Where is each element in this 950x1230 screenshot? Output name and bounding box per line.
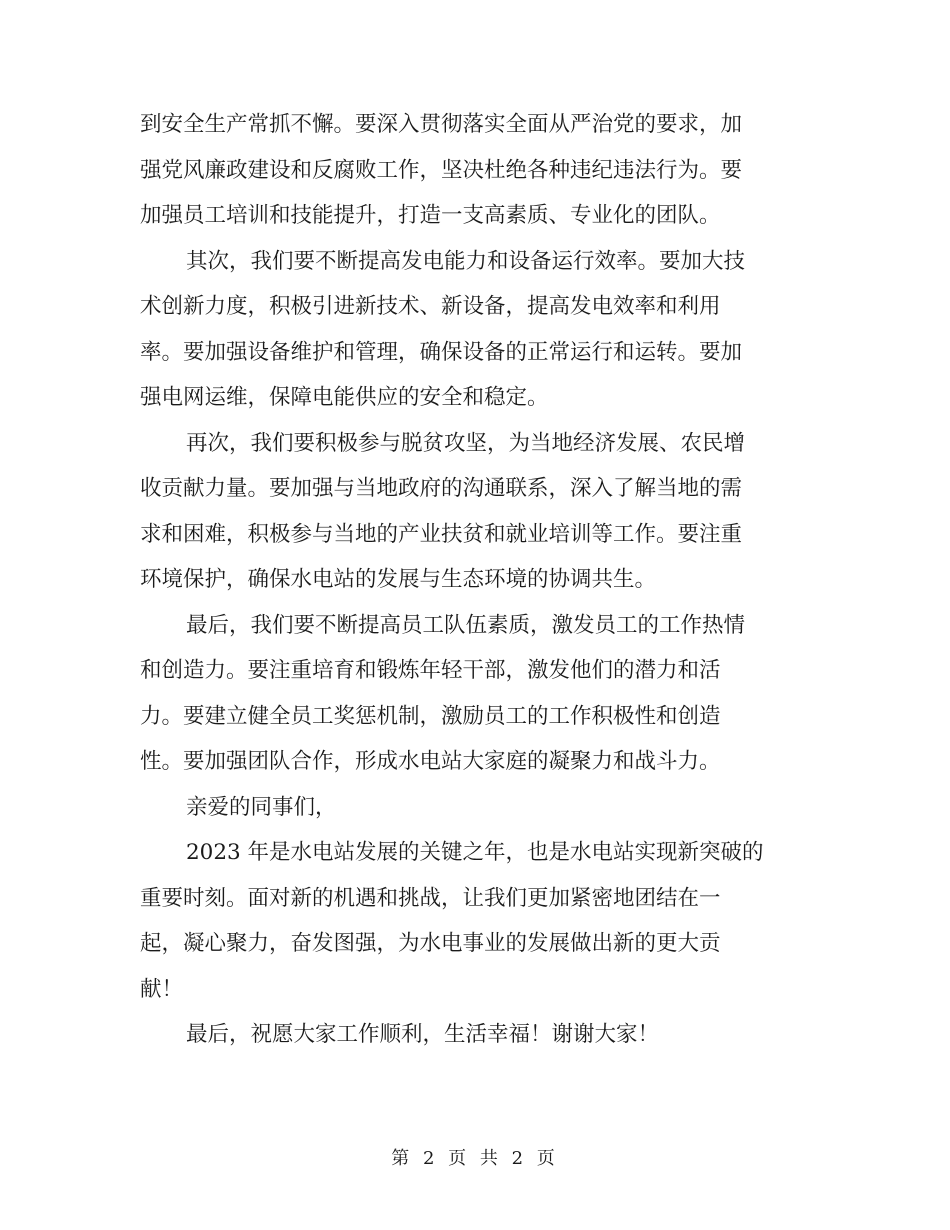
text-line: 率。要加强设备维护和管理，确保设备的正常运行和运转。要加	[140, 339, 743, 365]
text-line: 到安全生产常抓不懈。要深入贯彻落实全面从严治党的要求，加	[140, 112, 743, 137]
text-line: 起，凝心聚力，奋发图强，为水电事业的发展做出新的更大贡	[140, 931, 721, 956]
salutation-line: 亲爱的同事们，	[186, 794, 337, 820]
text-line: 环境保护，确保水电站的发展与生态环境的协调共生。	[140, 567, 657, 592]
text-line: 献！	[140, 976, 184, 1002]
text-line: 其次，我们要不断提高发电能力和设备运行效率。要加大技	[186, 248, 746, 274]
text-line: 重要时刻。面对新的机遇和挑战，让我们更加紧密地团结在一	[140, 885, 721, 911]
text-line: 最后，我们要不断提高员工队伍素质，激发员工的工作热情	[186, 612, 746, 638]
closing-line: 最后，祝愿大家工作顺利，生活幸福！谢谢大家！	[186, 1022, 660, 1047]
text-line: 和创造力。要注重培育和锻炼年轻干部，激发他们的潜力和活	[140, 658, 721, 683]
document-body	[140, 102, 812, 1058]
text-line: 术创新力度，积极引进新技术、新设备，提高发电效率和利用	[140, 294, 721, 319]
text-line: 再次，我们要积极参与脱贫攻坚，为当地经济发展、农民增	[186, 430, 746, 456]
text-line: 加强员工培训和技能提升，打造一支高素质、专业化的团队。	[140, 203, 721, 228]
text-line: 力。要建立健全员工奖惩机制，激励员工的工作积极性和创造	[140, 703, 721, 729]
text-line: 2023 年是水电站发展的关键之年，也是水电站实现新突破的	[186, 840, 764, 865]
page-number-footer: 第 2 页 共 2 页	[391, 1148, 559, 1169]
text-line: 强电网运维，保障电能供应的安全和稳定。	[140, 385, 549, 410]
text-line: 求和困难，积极参与当地的产业扶贫和就业培训等工作。要注重	[140, 521, 743, 547]
text-line: 强党风廉政建设和反腐败工作，坚决杜绝各种违纪违法行为。要	[140, 157, 743, 183]
text-line: 收贡献力量。要加强与当地政府的沟通联系，深入了解当地的需	[140, 476, 743, 501]
text-line: 性。要加强团队合作，形成水电站大家庭的凝聚力和战斗力。	[140, 749, 721, 774]
